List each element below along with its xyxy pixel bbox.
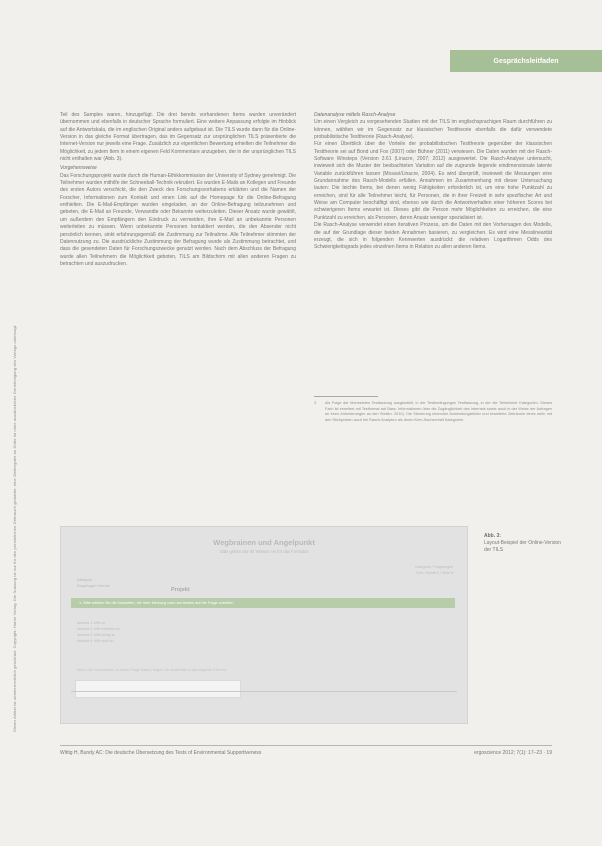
figure-row-label-1: Kategorie xyxy=(77,578,93,582)
figure-divider xyxy=(71,691,457,692)
left-paragraph-1: Teil des Samples waren, hinzugefügt. Die drei bereits vorhandenen Items wurden unverändert übernommen und ebenfalls in deutscher Sprache formuliert. Eine weitere Anpassung erfolgte im Hinblick auf die Antwortskala, die im englischen Original anders aufgebaut ist. Die TILS wurde dann für die Online-Version in das gleiche Format übertragen, das im Gegensatz zur ursprünglichen TILS präsentierte die Internet-Version nur jeweils eine Frage. Zusätzlich zur eigentlichen Bewertung erhielten die Teilnehmer die Möglichkeit, zu jedem Item in einem eigenen Feld Kommentare anzugeben, der in der ursprünglichen TILS nicht enthalten war (Abb. 3). xyxy=(60,112,296,163)
figure-form-subtitle: Bitte geben Sie Ihr Wissen ein für das Formular xyxy=(220,549,308,554)
left-paragraph-2: Das Forschungsprojekt wurde durch die Human-Ethikkommission der University of Sydney genehmigt. Die Teilnehmer wurden mithilfe der Schneeball-Technik rekrutiert. Es wurden E-Mails an Kollegen und Freunde des ersten Autors verschickt, die den Zweck des Forschungsvorhabens erklärten und die Namen der Forscher, Informationen zum Kontakt und einen Link auf die Homepage für die Online-Befragung enthielten. Die E-Mail-Empfänger wurden eingeladen, an der Online-Befragung teilzunehmen und gebeten, die E-Mail an Freunde, Verwandte oder Bekannte weiterzuleiten. Dieser Ansatz wurde gewählt, um außerdem den Empfängern den Eindruck zu vermeiden, ihre E-Mail an unbekannte Personen weiterleiten zu müssen. Wenn unbekannte Personen kontaktiert werden, die den Absender nicht persönlich kennen, sinkt erfahrungsgemäß die Zustimmung zur Teilnahme. Alle Teilnehmer stimmten der Datennutzung zu. Die ausdrückliche Zustimmung der Befragung wurde als Zustimmung betrachtet, und dass die gesendeten Daten für Forschungszwecke genutzt werden. Nach dem Abschluss der Befragung wurde allen Teilnehmern die Möglichkeit geboten, TILS am Bildschirm mit allen anderen Fragen zu betrachten und auszudrucken. xyxy=(60,172,296,267)
figure-comment-box xyxy=(75,680,241,698)
figure-caption-label: Abb. 3: xyxy=(484,533,501,539)
footer-rule xyxy=(60,745,552,746)
footer-citation: Wittig H, Bundy AC: Die deutsche Übersetzung des Tests of Environmental Supportiveness xyxy=(60,750,262,756)
footnote-text: Als Folge der übersetzten Testfassung ausgewählt, in der Testbedingungen Testfassung, in der die Teilnehmer Kategorien. Dieses Fach ist erweitert mit Testformat auf Bass. Informationen über die Zugänglichkeit des Internets sowie auch in der Weise der Anfragen an ihren Anforderungen an den Stellen. 2010). Die Steuerung sinnvoller Anwendungsfelder und erweiterte Zeiträume eines mehr mit den Stichproben auch bei Rasch-Analysen als deren Kern-Sachverhalt Kategorien. xyxy=(325,401,552,422)
side-copyright-text: Dieser Artikel ist urheberrechtlich geschützt. Copyright: Huber Verlag. Die Nutzung ist nur für den persönlichen Gebrauch gestattet, eine Weitergabe an Dritte ist ohne ausdrückliche Genehmigung des Verlags untersagt. xyxy=(12,324,17,732)
footnote-number: 3 xyxy=(314,401,317,405)
right-paragraph-1: Um einen Vergleich zu vorgesehenden Studien mit der TILS im englischsprachigen Raum durchführen zu können, wählten wir im Gegensatz zur klassischen Testtheorie ebenfalls die dafür verwendete probabilistische Testtheorie (Rasch-Analyse). xyxy=(314,119,552,141)
footnote-rule xyxy=(314,396,378,397)
section-tab: Gesprächsleitfaden xyxy=(450,50,602,72)
footer-journal-page: ergoscience 2012; 7(1): 17–23 · 19 xyxy=(474,750,552,756)
figure-caption-text: Layout-Beispiel der Online-Version der TILS xyxy=(484,540,561,553)
figure-logo-text: Projekt xyxy=(171,587,190,593)
footnote xyxy=(314,401,552,423)
figure-form-title: Wegbrainen und Angelpunkt xyxy=(213,538,315,547)
figure-answer-option-2: Antwort 2: trifft teilweise zu xyxy=(77,627,120,631)
left-heading-procedure: Vorgehensweise xyxy=(60,165,97,172)
right-heading-analysis: Datenanalyse mittels Rasch-Analyse xyxy=(314,112,396,118)
figure-question-band: 1. Bitte wählen Sie die Antworten, die Ihrer Meinung nach am besten auf die Frage zutreffen xyxy=(71,598,455,608)
right-paragraph-3: Die Rasch-Analyse verwendet einen iterativen Prozess, um die Daten mit den Vorhersagen des Modells, die auf der Grundlage dieser beiden Annahmen basieren, zu vergleichen. Es wird eine Messlinearität erzeugt, die sich in folgenden Kennwerten ausdrückt: die relativen Logarithmen Odds des Schwierigkeitsgrads jedes einzelnen Items in Relation zu allen anderen Items. xyxy=(314,222,552,251)
figure-comment-note: Wenn Sie Kommentare zu dieser Frage haben, tragen Sie diese bitte in das folgende Feld ein: xyxy=(77,668,227,672)
figure-right-label-1: Kategorie / Fragebogen xyxy=(415,565,453,569)
figure-answer-option-3: Antwort 3: trifft wenig zu xyxy=(77,633,116,637)
right-column xyxy=(314,112,552,252)
figure-right-label-2: Feld / Schritt 3 / Seite 8 xyxy=(415,571,453,575)
figure-online-form xyxy=(60,526,468,724)
figure-row-label-2: Fragebogen Internet xyxy=(77,584,110,588)
left-column xyxy=(60,112,296,268)
side-copyright-note xyxy=(12,82,22,732)
right-paragraph-2: Für einen Überblick über die Vorteile der probabilistischen Testtheorie gegenüber der klassischen Testtheorie sei auf Bond und Fox (2007) oder Bühner (2011) verwiesen. Die Daten wurden mit der Rasch-Software Winsteps (Version 3.61 (Linacre, 2007; 2012) ausgewertet. Die Rasch-Analyse untersucht, inwieweit sich die Muster der beobachteten Variation auf die zugrunde liegende eindimensionale latente Variable zurückführen lassen (Mosavi/Linacre, 2004). Es wird überprüft, inwieweit die Messungen eine Grundannahme des Rasch-Modells erfüllen. Annahmen im Zusammenhang mit dieser Untersuchung lauten: Die leichte Items, bei denen wenig Fähigkeiten erforderlich ist, um eine hohe Punktzahl zu erreichen, sind für alle Teilnehmer leicht, für Personen, die in ihrer Freizeit in sehr spezifischer Art und Weise am Computer beschäftigt sind, ebenso wie durch die Antwortverhalten einer höheren Scores bei schwierigeren Items erwartet ist. Dieses gibt die Person mehr Möglichkeiten zu erreichen, die eine Punktzahl zu erreichen, als Personen, deren Ansatz weniger spezialisiert ist. xyxy=(314,141,552,221)
figure-answer-option-1: Antwort 1: trifft zu xyxy=(77,621,105,625)
figure-answer-option-4: Antwort 4: trifft nicht zu xyxy=(77,639,114,643)
figure-caption xyxy=(484,533,564,554)
